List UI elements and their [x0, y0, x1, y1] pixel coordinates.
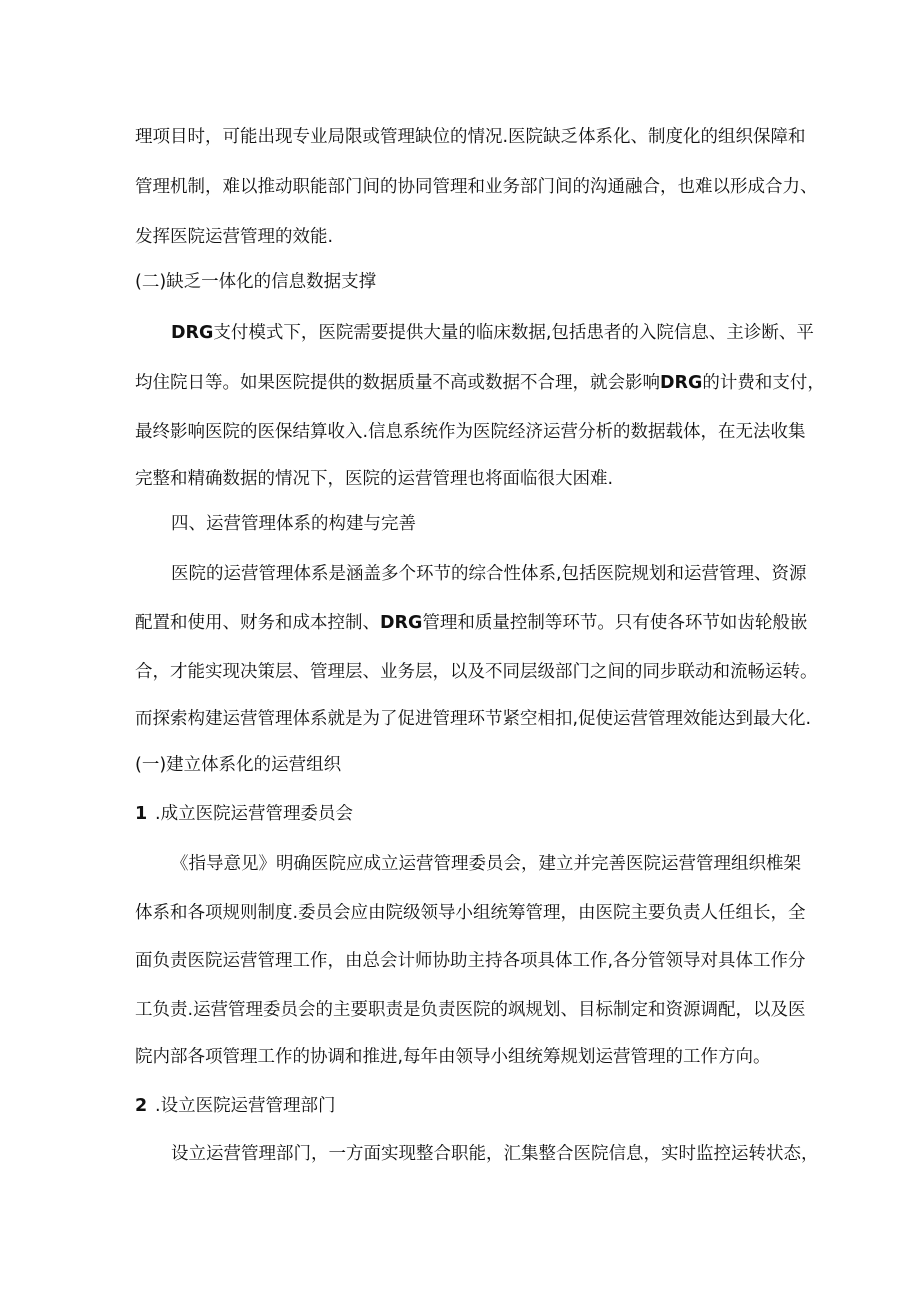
numbered-item-2 [135, 1094, 336, 1118]
text-run: 的计费和支付， [702, 373, 825, 393]
drg-term: DRG [171, 323, 214, 343]
text-run: 均住院日等。如果医院提供的数据质量不高或数据不合理，就会影响 [135, 373, 660, 393]
paragraph-line [135, 371, 825, 395]
paragraph-line: 最终影响医院的医保结算收入.信息系统作为医院经济运营分析的数据载体，在无法收集 [135, 422, 806, 442]
paragraph-line: 面负责医院运营管理工作，由总会计师协助主持各项具体工作,各分管领导对具体工作分 [135, 951, 806, 971]
paragraph-line: 《指导意见》明确医院应成立运营管理委员会，建立并完善医院运营管理组织椎架 [171, 854, 801, 874]
paragraph-line: 院内部各项管理工作的协调和推进,每年由领导小组统筹规划运营管理的工作方向。 [135, 1047, 771, 1067]
paragraph-line: 理项目时，可能出现专业局限或管理缺位的情况.医院缺乏体系化、制度化的组织保障和 [135, 127, 806, 147]
paragraph-line: 管理机制，难以推动职能部门间的协同管理和业务部门间的沟通融合，也难以形成合力、 [135, 177, 818, 197]
paragraph-line [135, 611, 807, 635]
numbered-item-1 [135, 802, 353, 826]
paragraph-line: 而探索构建运营管理体系就是为了促进管理环节紧空相扣,促使运营管理效能达到最大化. [135, 709, 812, 729]
paragraph-line: 工负责.运营管理委员会的主要职责是负责医院的飒规划、目标制定和资源调配，以及医 [135, 1000, 806, 1020]
drg-term: DRG [660, 373, 703, 393]
item-title: .成立医院运营管理委员会 [155, 804, 354, 824]
section-heading: 四、运营管理体系的构建与完善 [171, 514, 416, 534]
text-run: 配置和使用、财务和成本控制、 [135, 613, 380, 633]
text-run: 支付模式下，医院需要提供大量的临床数据,包括患者的入院信息、主诊断、平 [213, 323, 814, 343]
paragraph-line: 完整和精确数据的情况下，医院的运营管理也将面临很大困难. [135, 469, 614, 489]
paragraph-line [171, 321, 814, 345]
paragraph-line: 发挥医院运营管理的效能. [135, 227, 334, 247]
item-number: 1 [135, 804, 148, 824]
drg-term: DRG [380, 613, 423, 633]
text-run: 管理和质量控制等环节。只有使各环节如齿轮般嵌 [422, 613, 808, 633]
item-number: 2 [135, 1096, 148, 1116]
paragraph-line: 医院的运营管理体系是涵盖多个环节的综合性体系,包括医院规划和运营管理、资源 [171, 564, 807, 584]
paragraph-line: 合，才能实现决策层、管理层、业务层，以及不同层级部门之间的同步联动和流畅运转。 [135, 662, 818, 682]
paragraph-line: 体系和各项规则制度.委员会应由院级领导小组统筹管理，由医院主要负责人任组长，全 [135, 903, 806, 923]
subheading-info-data: (二)缺乏一体化的信息数据支撑 [135, 272, 377, 292]
subheading-organization: (一)建立体系化的运营组织 [135, 755, 342, 775]
item-title: .设立医院运营管理部门 [155, 1096, 336, 1116]
paragraph-line: 设立运营管理部门，一方面实现整合职能，汇集整合医院信息，实时监控运转状态， [171, 1144, 819, 1164]
